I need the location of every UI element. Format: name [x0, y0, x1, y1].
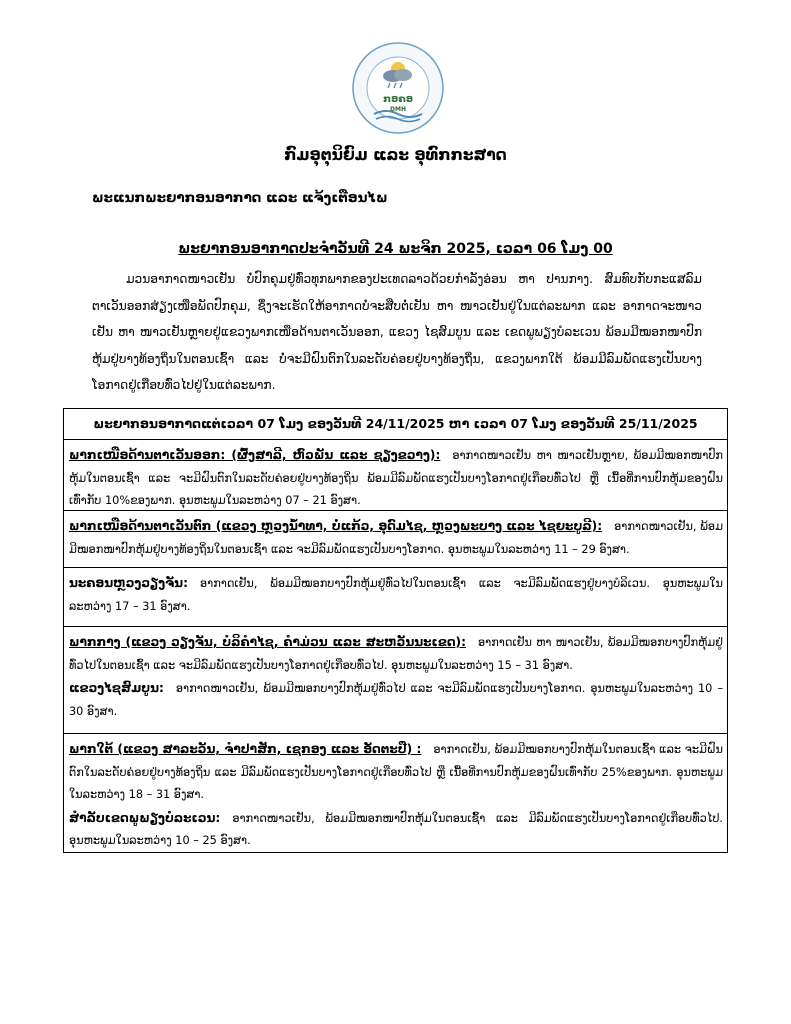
table-header: ພະຍາກອນອາກາດແຕ່ເວລາ 07 ໂມງ ຂອງວັນທີ 24/11/2025 ຫາ ເວລາ 07 ໂມງ ຂອງວັນທີ 25/11/2025 — [64, 409, 727, 440]
region-vientiane-capital — [64, 568, 727, 627]
region-name: ພາກກາງ (ແຂວງ ວຽງຈັນ, ບໍລິຄຳໄຊ, ຄຳມ່ວນ ແລະ ສະຫວັນນະເຂດ): — [69, 635, 466, 649]
region-text: ອາກາດເຢັນ, ພ້ອມມີໝອກບາງປົກຫຸ້ມຢູ່ທົ່ວໄປໃນຕອນເຊົ້າ ແລະ ຈະມີລົມພັດແຮງຢູ່ບາງບໍລິເວນ. ອຸນຫະພູມໃນລະຫວ່າງ 17 – 31 ອົງສາ. — [69, 577, 723, 613]
region-text: ອາກາດໜາວເຢັນ ຫາ ໜາວເຢັນຫຼາຍ, ພ້ອມມີໝອກໜາປົກຫຸ້ມໃນຕອນເຊົ້າ ແລະ ຈະມີຝົນຕົກໃນລະດັບຄ່ອຍຢູ່ບາງທ້ອງຖິ່ນ ພ້ອມມີລົມພັດແຮງເປັນບາງໂອກາດຢູ່ເກືອບທົ່ວໄປ ຫຼື ເນື້ອທີ່ການປົກຫຸ້ມຂອງຝົນເທົ່າກັບ 10%ຂອງພາກ. ອຸນຫະພູມໃນລະຫວ່າງ 07 – 21 ອົງສາ. — [69, 449, 723, 507]
region-name: ພາກໃຕ້ (ແຂວງ ສາລະວັນ, ຈຳປາສັກ, ເຊກອງ ແລະ ອັດຕະປື) : — [69, 742, 422, 756]
region-text: ອາກາດໜາວເຢັນ, ພ້ອມມີໝອກໜາປົກຫຸ້ມຢູ່ບາງທ້ອງຖິ່ນໃນຕອນເຊົ້າ ແລະ ຈະມີລົມພັດແຮງເປັນບາງໂອກາດ. ອຸນຫະພູມໃນລະຫວ່າງ 11 – 29 ອົງສາ. — [69, 520, 723, 556]
logo-subtext: DMH — [390, 106, 406, 113]
department-title: ພະແນກພະຍາກອນອາກາດ ແລະ ແຈ້ງເຕືອນໄພ — [92, 190, 388, 206]
region-northeast — [64, 440, 727, 511]
region-northwest — [64, 511, 727, 568]
forecast-intro: ມວນອາກາດໜາວເຢັນ ບໍ່ປົກຄຸມຢູ່ທົ່ວທຸກພາກຂອງປະເທດລາວດ້ວຍກຳລັງອ່ອນ ຫາ ປານກາງ. ສົມທົບກັບກະແສລົມຕາເວັນອອກສ່ຽງເໜືອພັດປົກຄຸມ, ຊຶ່ງຈະເຮັດໃຫ້ອາກາດບໍ່ຈະສືບຕໍ່ເຢັນ ຫາ ໜາວເຢັນຢູ່ໃນແຕ່ລະພາກ ແລະ ອາກາດຈະໜາວເຢັນ ຫາ ໜາວເຢັນຫຼາຍຢູ່ແຂວງພາກເໜືອດ້ານຕາເວັນອອກ, ແຂວງ ໄຊສົມບູນ ແລະ ເຂດພູພຽງບໍລະເວນ ພ້ອມມີໝອກໜາປົກຫຸ້ມຢູ່ບາງທ້ອງຖິ່ນໃນຕອນເຊົ້າ ແລະ ບໍ່ຈະມີຝົນຕົກໃນລະດັບຄ່ອຍຢູ່ບາງທ້ອງຖິ່ນ, ແຂວງພາກໃຕ້ ພ້ອມມີລົມພັດແຮງເປັນບາງໂອກາດຢູ່ເກືອບທົ່ວໄປຢູ່ໃນແຕ່ລະພາກ. — [92, 272, 702, 392]
region-name: ນະຄອນຫຼວງວຽງຈັນ: — [69, 576, 188, 590]
region-central — [64, 627, 727, 734]
dmh-logo — [352, 42, 444, 134]
org-title: ກົມອຸຕຸນິຍົມ ແລະ ອຸທົກກະສາດ — [284, 146, 507, 164]
logo-graphic — [352, 42, 444, 134]
logo-text: ກອຄອ — [383, 94, 413, 105]
region-text: ອາກາດເຢັນ, ພ້ອມມີໝອກບາງປົກຫຸ້ມໃນຕອນເຊົ້າ ແລະ ຈະມີຝົນຕົກໃນລະດັບຄ່ອຍຢູ່ບາງທ້ອງຖິ່ນ ແລະ ມີລົມພັດແຮງເປັນບາງໂອກາດຢູ່ເກືອບທົ່ວໄປ ຫຼື ເນື້ອທີ່ການປົກຫຸ້ມຂອງຝົນເທົ່າກັບ 25%ຂອງພາກ. ອຸນຫະພູມໃນລະຫວ່າງ 18 – 31 ອົງສາ. — [69, 743, 723, 801]
subregion-name: ສຳລັບເຂດພູພຽງບໍລະເວນ: — [69, 810, 221, 825]
subregion-text: ອາກາດໜາວເຢັນ, ພ້ອມມີໝອກໜາປົກຫຸ້ມໃນຕອນເຊົ້າ ແລະ ມີລົມພັດແຮງເປັນບາງໂອກາດຢູ່ເກືອບທົ່ວໄປ. ອຸນຫະພູມໃນລະຫວ່າງ 10 – 25 ອົງສາ. — [69, 811, 723, 847]
forecast-table — [63, 408, 728, 853]
region-name: ພາກເໜືອດ້ານຕາເວັນອອກ: (ຜົ້ງສາລີ, ຫົວພັນ ແລະ ຊຽງຂວາງ): — [69, 448, 441, 462]
region-text: ອາກາດເຢັນ ຫາ ໜາວເຢັນ, ພ້ອມມີໝອກບາງປົກຫຸ້ມຢູ່ທົ່ວໄປໃນຕອນເຊົ້າ ແລະ ຈະມີລົມພັດແຮງເປັນບາງໂອກາດຢູ່ເກືອບທົ່ວໄປ. ອຸນຫະພູມໃນລະຫວ່າງ 15 – 31 ອົງສາ. — [69, 636, 723, 672]
subregion-name: ແຂວງໄຊສົມບູນ: — [69, 681, 164, 695]
region-name: ພາກເໜືອດ້ານຕາເວັນຕົກ (ແຂວງ ຫຼວງນ້ຳທາ, ບໍ່ແກ້ວ, ອຸດົມໄຊ, ຫຼວງພະບາງ ແລະ ໄຊຍະບູລີ): — [69, 519, 603, 533]
subregion-text: ອາກາດໜາວເຢັນ, ພ້ອມມີໝອກບາງປົກຫຸ້ມຢູ່ທົ່ວໄປ ແລະ ຈະມີລົມພັດແຮງເປັນບາງໂອກາດ. ອຸນຫະພູມໃນລະຫວ່າງ 10 – 30 ອົງສາ. — [69, 682, 723, 718]
region-south — [64, 734, 727, 852]
forecast-title: ພະຍາກອນອາກາດປະຈຳວັນທີ 24 ພະຈິກ 2025, ເວລາ 06 ໂມງ 00 — [178, 241, 613, 257]
